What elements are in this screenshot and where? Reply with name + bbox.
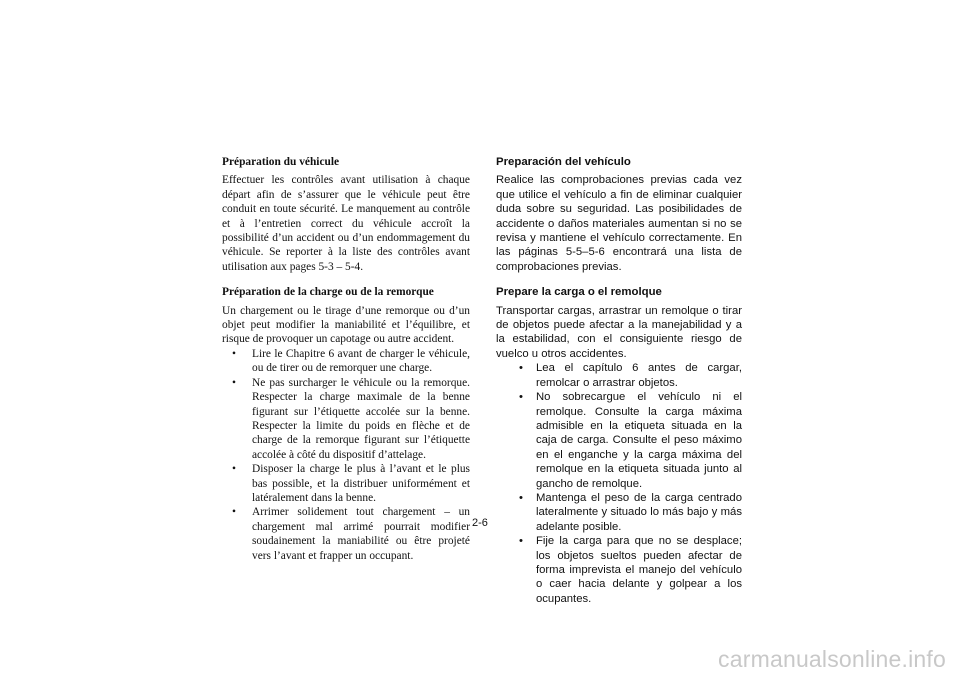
list-item: • No sobrecargue el vehículo ni el remolque. Consulte la carga máxima admisible en la etiqueta situada en la caja de carga. Consulte el peso máximo en el enganche y la carga máxima del remolque en la etiqueta situada junto al gancho de remolque. (519, 391, 742, 490)
list-item: • Disposer la charge le plus à l’avant et le plus bas possible, et la distribuer uniformément et latéralement dans la benne. (232, 463, 470, 504)
french-column (222, 155, 470, 563)
bullet-icon: • (519, 391, 523, 404)
french-load-paragraph: Un chargement ou le tirage d’une remorque ou d’un objet peut modifier la maniabilité et l’équilibre, et risque de provoquer un capotage ou autre accident. (222, 304, 470, 346)
bullet-icon: • (232, 376, 236, 389)
bullet-icon: • (519, 535, 523, 548)
bullet-icon: • (232, 347, 236, 360)
spanish-vehicle-paragraph: Realice las comprobaciones previas cada vez que utilice el vehículo a fin de eliminar cualquier duda sobre su seguridad. Las posibilidades de accidente o daños materiales aumentan si no se revisa y mantiene el vehículo correctamente. En las páginas 5-5–5-6 encontrará una lista de comprobaciones previas. (496, 174, 742, 273)
watermark: carmanualsonline.info (718, 646, 946, 672)
bullet-icon: • (232, 506, 236, 519)
list-item: • Mantenga el peso de la carga centrado lateralmente y situado lo más bajo y más adelante posible. (519, 491, 742, 533)
list-item: • Fije la carga para que no se desplace; los objetos sueltos pueden afectar de forma imprevista el manejo del vehículo o caer hacia delante y golpear a los ocupantes. (519, 535, 742, 605)
bullet-icon: • (519, 362, 523, 375)
french-load-heading: Préparation de la charge ou de la remorque (222, 286, 434, 299)
spanish-vehicle-heading: Preparación del vehículo (496, 156, 631, 168)
french-vehicle-heading: Préparation du véhicule (222, 156, 340, 168)
french-bullet-list (222, 347, 470, 563)
spanish-column (496, 155, 742, 606)
list-item: • Ne pas surcharger le véhicule ou la remorque. Respecter la charge maximale de la benne figurant sur l’étiquette accolée sur la benne. Respecter la limite du poids en flèche et de charge de la remorque figurant sur l’étiquette accolée à côté du dispositif d’attelage. (232, 376, 470, 461)
spanish-load-paragraph: Transportar cargas, arrastrar un remolque o tirar de objetos puede afectar a la manejabilidad y a la estabilidad, con el consiguiente riesgo de vuelco u otros accidentes. (496, 304, 742, 360)
list-item: • Lire le Chapitre 6 avant de charger le véhicule, ou de tirer ou de remorquer une charge. (232, 347, 470, 375)
page-number: 2-6 (472, 517, 488, 529)
spanish-bullet-list (496, 361, 742, 606)
bullet-icon: • (519, 491, 523, 504)
bullet-icon: • (232, 463, 236, 476)
french-vehicle-paragraph: Effectuer les contrôles avant utilisation à chaque départ afin de s’assurer que le véhicule peut être conduit en toute sécurité. Le manquement au contrôle et à l’entretien correct du véhicule accroît la possibilité d’un accident ou d’un endommagement du véhicule. Se reporter à la liste des contrôles avant utilisation aux pages 5-3 – 5-4. (222, 174, 470, 273)
list-item: • Arrimer solidement tout chargement – un chargement mal arrimé pourrait modifier soudainement la maniabilité ou être projeté vers l’avant et frapper un occupant. (232, 506, 470, 562)
list-item: • Lea el capítulo 6 antes de cargar, remolcar o arrastrar objetos. (519, 362, 742, 389)
spanish-load-heading: Prepare la carga o el remolque (496, 286, 662, 299)
